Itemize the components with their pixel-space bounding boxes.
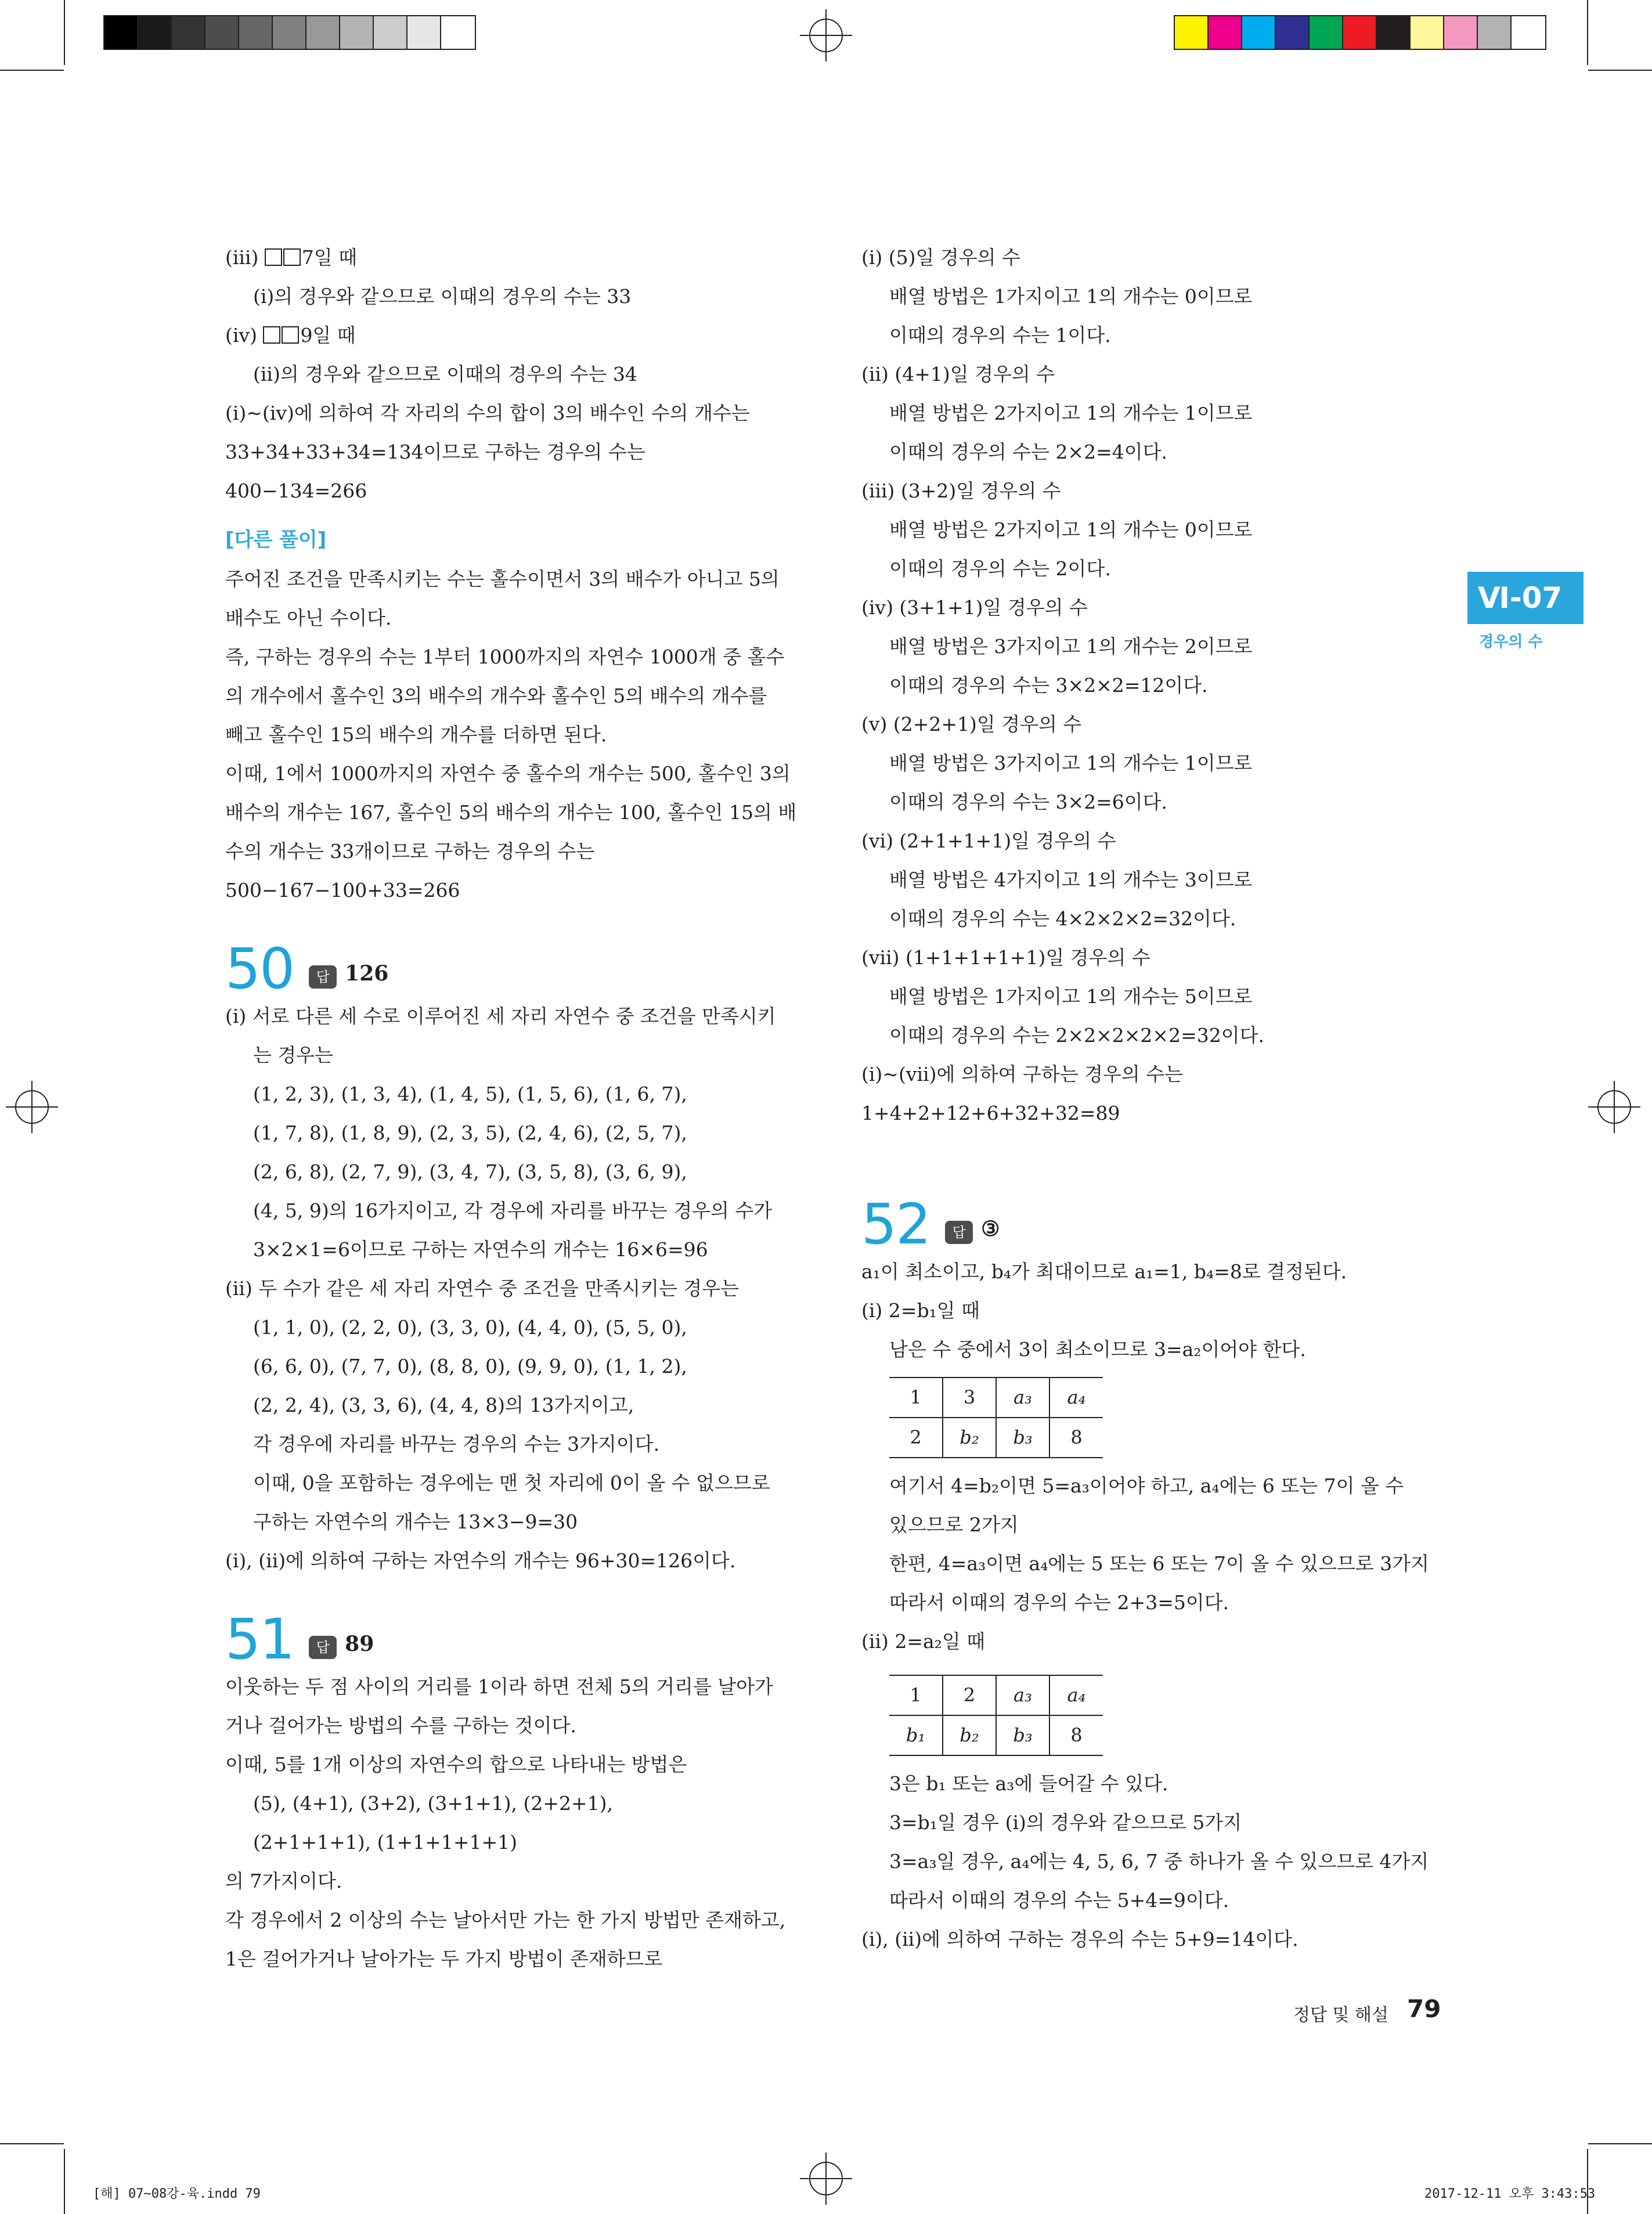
crop-mark [1587, 0, 1588, 65]
text-line: 이때, 5를 1개 이상의 자연수의 합으로 나타내는 방법은 [225, 1753, 687, 1776]
text-line: (4, 5, 9)의 16가지이고, 각 경우에 자리를 바꾸는 경우의 수가 [253, 1199, 773, 1222]
text-line: (6, 6, 0), (7, 7, 0), (8, 8, 0), (9, 9, 0), (1, 1, 2), [253, 1355, 687, 1378]
footer-label: 정답 및 해설 [1293, 2005, 1388, 2025]
table-cell: 3 [943, 1378, 996, 1418]
text-line: (ⅱ) 2=a₂일 때 [861, 1630, 986, 1653]
color-swatch [138, 16, 172, 49]
chapter-tab: Ⅵ-07 [1467, 572, 1584, 624]
table-cell: a₄ [1049, 1675, 1103, 1715]
table-cell: 1 [889, 1378, 943, 1418]
table-cell: 8 [1049, 1418, 1103, 1458]
crop-mark [1588, 70, 1652, 71]
text-line: (ⅱ)의 경우와 같으므로 이때의 경우의 수는 34 [253, 363, 637, 385]
text-line: (ⅲ) 7일 때 [225, 246, 358, 269]
table-cell: 1 [889, 1675, 943, 1715]
text-line: (ⅰ)~(ⅶ)에 의하여 구하는 경우의 수는 [861, 1063, 1183, 1086]
left-top-lines [225, 238, 794, 510]
text-line: (ⅱ) 두 수가 같은 세 자리 자연수 중 조건을 만족시키는 경우는 [225, 1277, 739, 1300]
text-line: 빼고 홀수인 15의 배수의 개수를 더하면 된다. [225, 723, 607, 746]
text-line: (ⅰ), (ⅱ)에 의하여 구하는 자연수의 개수는 96+30=126이다. [225, 1549, 736, 1572]
text-line: a₁이 최소이고, b₄가 최대이므로 a₁=1, b₄=8로 결정된다. [861, 1260, 1347, 1283]
text-line: 이때의 경우의 수는 3×2×2=12이다. [889, 674, 1208, 697]
text-line: 각 경우에 자리를 바꾸는 경우의 수는 3가지이다. [253, 1433, 660, 1455]
text-line: 3=a₃일 경우, a₄에는 4, 5, 6, 7 중 하나가 올 수 있으므로 4가지 [889, 1850, 1429, 1873]
text-line: 배열 방법은 2가지이고 1의 개수는 1이므로 [889, 402, 1253, 424]
text-line: (ⅵ) (2+1+1+1)일 경우의 수 [861, 830, 1116, 852]
text-line: 400−134=266 [225, 479, 367, 502]
text-line: (2, 6, 8), (2, 7, 9), (3, 4, 7), (3, 5, 8), (3, 6, 9), [253, 1160, 687, 1183]
text-line: 남은 수 중에서 3이 최소이므로 3=a₂이어야 한다. [889, 1338, 1306, 1361]
text-line: 3×2×1=6이므로 구하는 자연수의 개수는 16×6=96 [253, 1238, 708, 1261]
color-swatch [1343, 16, 1377, 49]
answer-badge: 답 [309, 965, 337, 989]
chapter-tab-subtitle: 경우의 수 [1479, 633, 1543, 651]
grid-table-1 [889, 1377, 1103, 1458]
registration-mark-icon [6, 1081, 58, 1133]
question-number: 51 [225, 1607, 294, 1672]
text-line: 배열 방법은 3가지이고 1의 개수는 2이므로 [889, 635, 1253, 658]
text-line: 이때의 경우의 수는 3×2=6이다. [889, 791, 1168, 813]
color-swatch [1242, 16, 1276, 49]
text-line: 여기서 4=b₂이면 5=a₃이어야 하고, a₄에는 6 또는 7이 올 수 [889, 1474, 1404, 1497]
text-line: (ⅰ)의 경우와 같으므로 이때의 경우의 수는 33 [253, 285, 632, 308]
text-line: 3=b₁일 경우 (ⅰ)의 경우와 같으므로 5가지 [889, 1811, 1242, 1834]
text-line: 500−167−100+33=266 [225, 879, 460, 902]
text-line: 배열 방법은 4가지이고 1의 개수는 3이므로 [889, 868, 1253, 891]
color-swatch [441, 16, 475, 49]
registration-mark-icon [800, 2152, 852, 2205]
table-cell: 8 [1049, 1715, 1103, 1755]
text-line: 즉, 구하는 경우의 수는 1부터 1000까지의 자연수 1000개 중 홀수 [225, 646, 785, 668]
text-line: 이때, 0을 포함하는 경우에는 맨 첫 자리에 0이 올 수 없으므로 [253, 1472, 770, 1494]
text-line: (ⅱ) (4+1)일 경우의 수 [861, 363, 1055, 385]
color-swatch [340, 16, 374, 49]
text-line: (2+1+1+1), (1+1+1+1+1) [253, 1831, 517, 1854]
color-swatch [407, 16, 441, 49]
text-line: (ⅲ) (3+2)일 경우의 수 [861, 479, 1061, 502]
question-51-header [225, 1603, 794, 1672]
color-swatch [1512, 16, 1545, 49]
color-swatch [205, 16, 239, 49]
text-line: (ⅰ) 2=b₁일 때 [861, 1299, 980, 1322]
table-cell: a₃ [996, 1378, 1049, 1418]
text-line: (1, 2, 3), (1, 3, 4), (1, 4, 5), (1, 5, 6), (1, 6, 7), [253, 1083, 687, 1105]
crop-mark [1588, 2143, 1652, 2144]
text-line: 이때의 경우의 수는 4×2×2×2=32이다. [889, 907, 1236, 930]
table-cell: b₁ [889, 1715, 943, 1755]
gray-color-bar [103, 15, 476, 50]
alt-solution-title: [다른 풀이] [225, 528, 327, 551]
color-swatch [1209, 16, 1242, 49]
page-number: 79 [1407, 1995, 1441, 2023]
answer-value: 89 [345, 1632, 374, 1656]
text-line: 배열 방법은 2가지이고 1의 개수는 0이므로 [889, 518, 1253, 541]
left-column [225, 238, 797, 1978]
table-cell: 2 [943, 1675, 996, 1715]
question-number: 52 [861, 1192, 930, 1257]
question-52-lines-c [861, 1764, 1448, 1959]
process-color-bar [1174, 15, 1546, 50]
color-swatch [1175, 16, 1209, 49]
text-line: 이때의 경우의 수는 1이다. [889, 324, 1111, 347]
text-line: (1, 1, 0), (2, 2, 0), (3, 3, 0), (4, 4, 0), (5, 5, 0), [253, 1316, 687, 1339]
text-line: 이웃하는 두 점 사이의 거리를 1이라 하면 전체 5의 거리를 날아가 [225, 1675, 773, 1698]
question-52-header [861, 1188, 1448, 1257]
table-cell: b₃ [996, 1715, 1049, 1755]
table-cell: b₂ [943, 1715, 996, 1755]
text-line: (ⅰ) 서로 다른 세 수로 이루어진 세 자리 자연수 중 조건을 만족시키 [225, 1005, 776, 1027]
text-line: (ⅰ), (ⅱ)에 의하여 구하는 경우의 수는 5+9=14이다. [861, 1928, 1298, 1950]
text-line: (ⅰ) (5)일 경우의 수 [861, 246, 1020, 269]
text-line: 구하는 자연수의 개수는 13×3−9=30 [253, 1510, 578, 1533]
text-line: 1+4+2+12+6+32+32=89 [861, 1102, 1120, 1124]
text-line: (1, 7, 8), (1, 8, 9), (2, 3, 5), (2, 4, 6), (2, 5, 7), [253, 1122, 687, 1144]
text-line: 한편, 4=a₃이면 a₄에는 5 또는 6 또는 7이 올 수 있으므로 3가지 [889, 1552, 1429, 1575]
text-line: 33+34+33+34=134이므로 구하는 경우의 수는 [225, 441, 645, 463]
crop-mark [64, 2149, 65, 2214]
text-line: 이때의 경우의 수는 2×2×2×2×2=32이다. [889, 1024, 1264, 1047]
color-swatch [1411, 16, 1444, 49]
question-51-lines [225, 1667, 794, 1978]
crop-mark [1587, 2149, 1588, 2214]
slug-file-info: [해] 07~08강-육.indd 79 [93, 2187, 261, 2201]
text-line: (ⅶ) (1+1+1+1+1)일 경우의 수 [861, 946, 1150, 969]
text-line: (ⅳ) (3+1+1)일 경우의 수 [861, 596, 1088, 619]
text-line: (5), (4+1), (3+2), (3+1+1), (2+2+1), [253, 1792, 614, 1815]
table-cell: b₃ [996, 1418, 1049, 1458]
text-line: (ⅴ) (2+2+1)일 경우의 수 [861, 713, 1082, 735]
right-column [861, 238, 1448, 1959]
text-line: (ⅰ)~(ⅳ)에 의하여 각 자리의 수의 합이 3의 배수인 수의 개수는 [225, 402, 750, 424]
color-swatch [1377, 16, 1411, 49]
text-line: 배열 방법은 1가지이고 1의 개수는 0이므로 [889, 285, 1253, 308]
answer-value: ③ [981, 1217, 1000, 1241]
text-line: 따라서 이때의 경우의 수는 2+3=5이다. [889, 1591, 1229, 1614]
question-52-lines-b [861, 1466, 1448, 1661]
answer-badge: 답 [945, 1221, 973, 1244]
color-swatch [374, 16, 407, 49]
question-52-lines-a [861, 1252, 1448, 1369]
question-50-lines [225, 997, 794, 1580]
text-line: 이때의 경우의 수는 2이다. [889, 557, 1111, 580]
text-line: 는 경우는 [253, 1044, 334, 1066]
text-line: 수의 개수는 33개이므로 구하는 경우의 수는 [225, 840, 595, 863]
color-swatch [306, 16, 340, 49]
table-cell: b₂ [943, 1418, 996, 1458]
text-line: 각 경우에서 2 이상의 수는 날아서만 가는 한 가지 방법만 존재하고, [225, 1909, 786, 1931]
question-50-header [225, 933, 794, 1001]
question-number: 50 [225, 936, 294, 1001]
answer-badge: 답 [309, 1636, 337, 1659]
text-line: 3은 b₁ 또는 a₃에 들어갈 수 있다. [889, 1772, 1168, 1795]
text-line: (ⅳ) 9일 때 [225, 324, 356, 347]
table-cell: a₄ [1049, 1378, 1103, 1418]
text-line: 거나 걸어가는 방법의 수를 구하는 것이다. [225, 1714, 576, 1737]
text-line: (2, 2, 4), (3, 3, 6), (4, 4, 8)의 13가지이고, [253, 1394, 634, 1416]
table-cell: 2 [889, 1418, 943, 1458]
color-swatch [273, 16, 306, 49]
color-swatch [1276, 16, 1310, 49]
color-swatch [239, 16, 273, 49]
text-line: 1은 걸어가거나 날아가는 두 가지 방법이 존재하므로 [225, 1948, 663, 1970]
right-top-lines [861, 238, 1448, 1133]
text-line: 주어진 조건을 만족시키는 수는 홀수이면서 3의 배수가 아니고 5의 [225, 568, 780, 590]
registration-mark-icon [800, 9, 852, 62]
alt-solution-lines [225, 560, 797, 910]
text-line: 의 개수에서 홀수인 3의 배수의 개수와 홀수인 5의 배수의 개수를 [225, 684, 767, 707]
crop-mark [0, 70, 64, 71]
text-line: 의 7가지이다. [225, 1870, 342, 1892]
slug-timestamp: 2017-12-11 오후 3:43:53 [1424, 2187, 1596, 2201]
text-line: 배수의 개수는 167, 홀수인 5의 배수의 개수는 100, 홀수인 15의 배 [225, 801, 797, 824]
text-line: 배열 방법은 3가지이고 1의 개수는 1이므로 [889, 752, 1253, 774]
color-swatch [1310, 16, 1343, 49]
text-line: 배열 방법은 1가지이고 1의 개수는 5이므로 [889, 985, 1253, 1008]
registration-mark-icon [1588, 1081, 1640, 1133]
color-swatch [172, 16, 205, 49]
table-cell: a₃ [996, 1675, 1049, 1715]
text-line: 따라서 이때의 경우의 수는 5+4=9이다. [889, 1889, 1229, 1912]
color-swatch [104, 16, 138, 49]
grid-table-2 [889, 1675, 1103, 1756]
answer-value: 126 [345, 961, 389, 986]
color-swatch [1444, 16, 1478, 49]
text-line: 이때, 1에서 1000까지의 자연수 중 홀수의 개수는 500, 홀수인 3의 [225, 762, 791, 785]
text-line: 배수도 아닌 수이다. [225, 607, 392, 629]
text-line: 이때의 경우의 수는 2×2=4이다. [889, 441, 1168, 463]
crop-mark [0, 2143, 64, 2144]
color-swatch [1478, 16, 1512, 49]
crop-mark [64, 0, 65, 65]
text-line: 있으므로 2가지 [889, 1513, 1019, 1536]
